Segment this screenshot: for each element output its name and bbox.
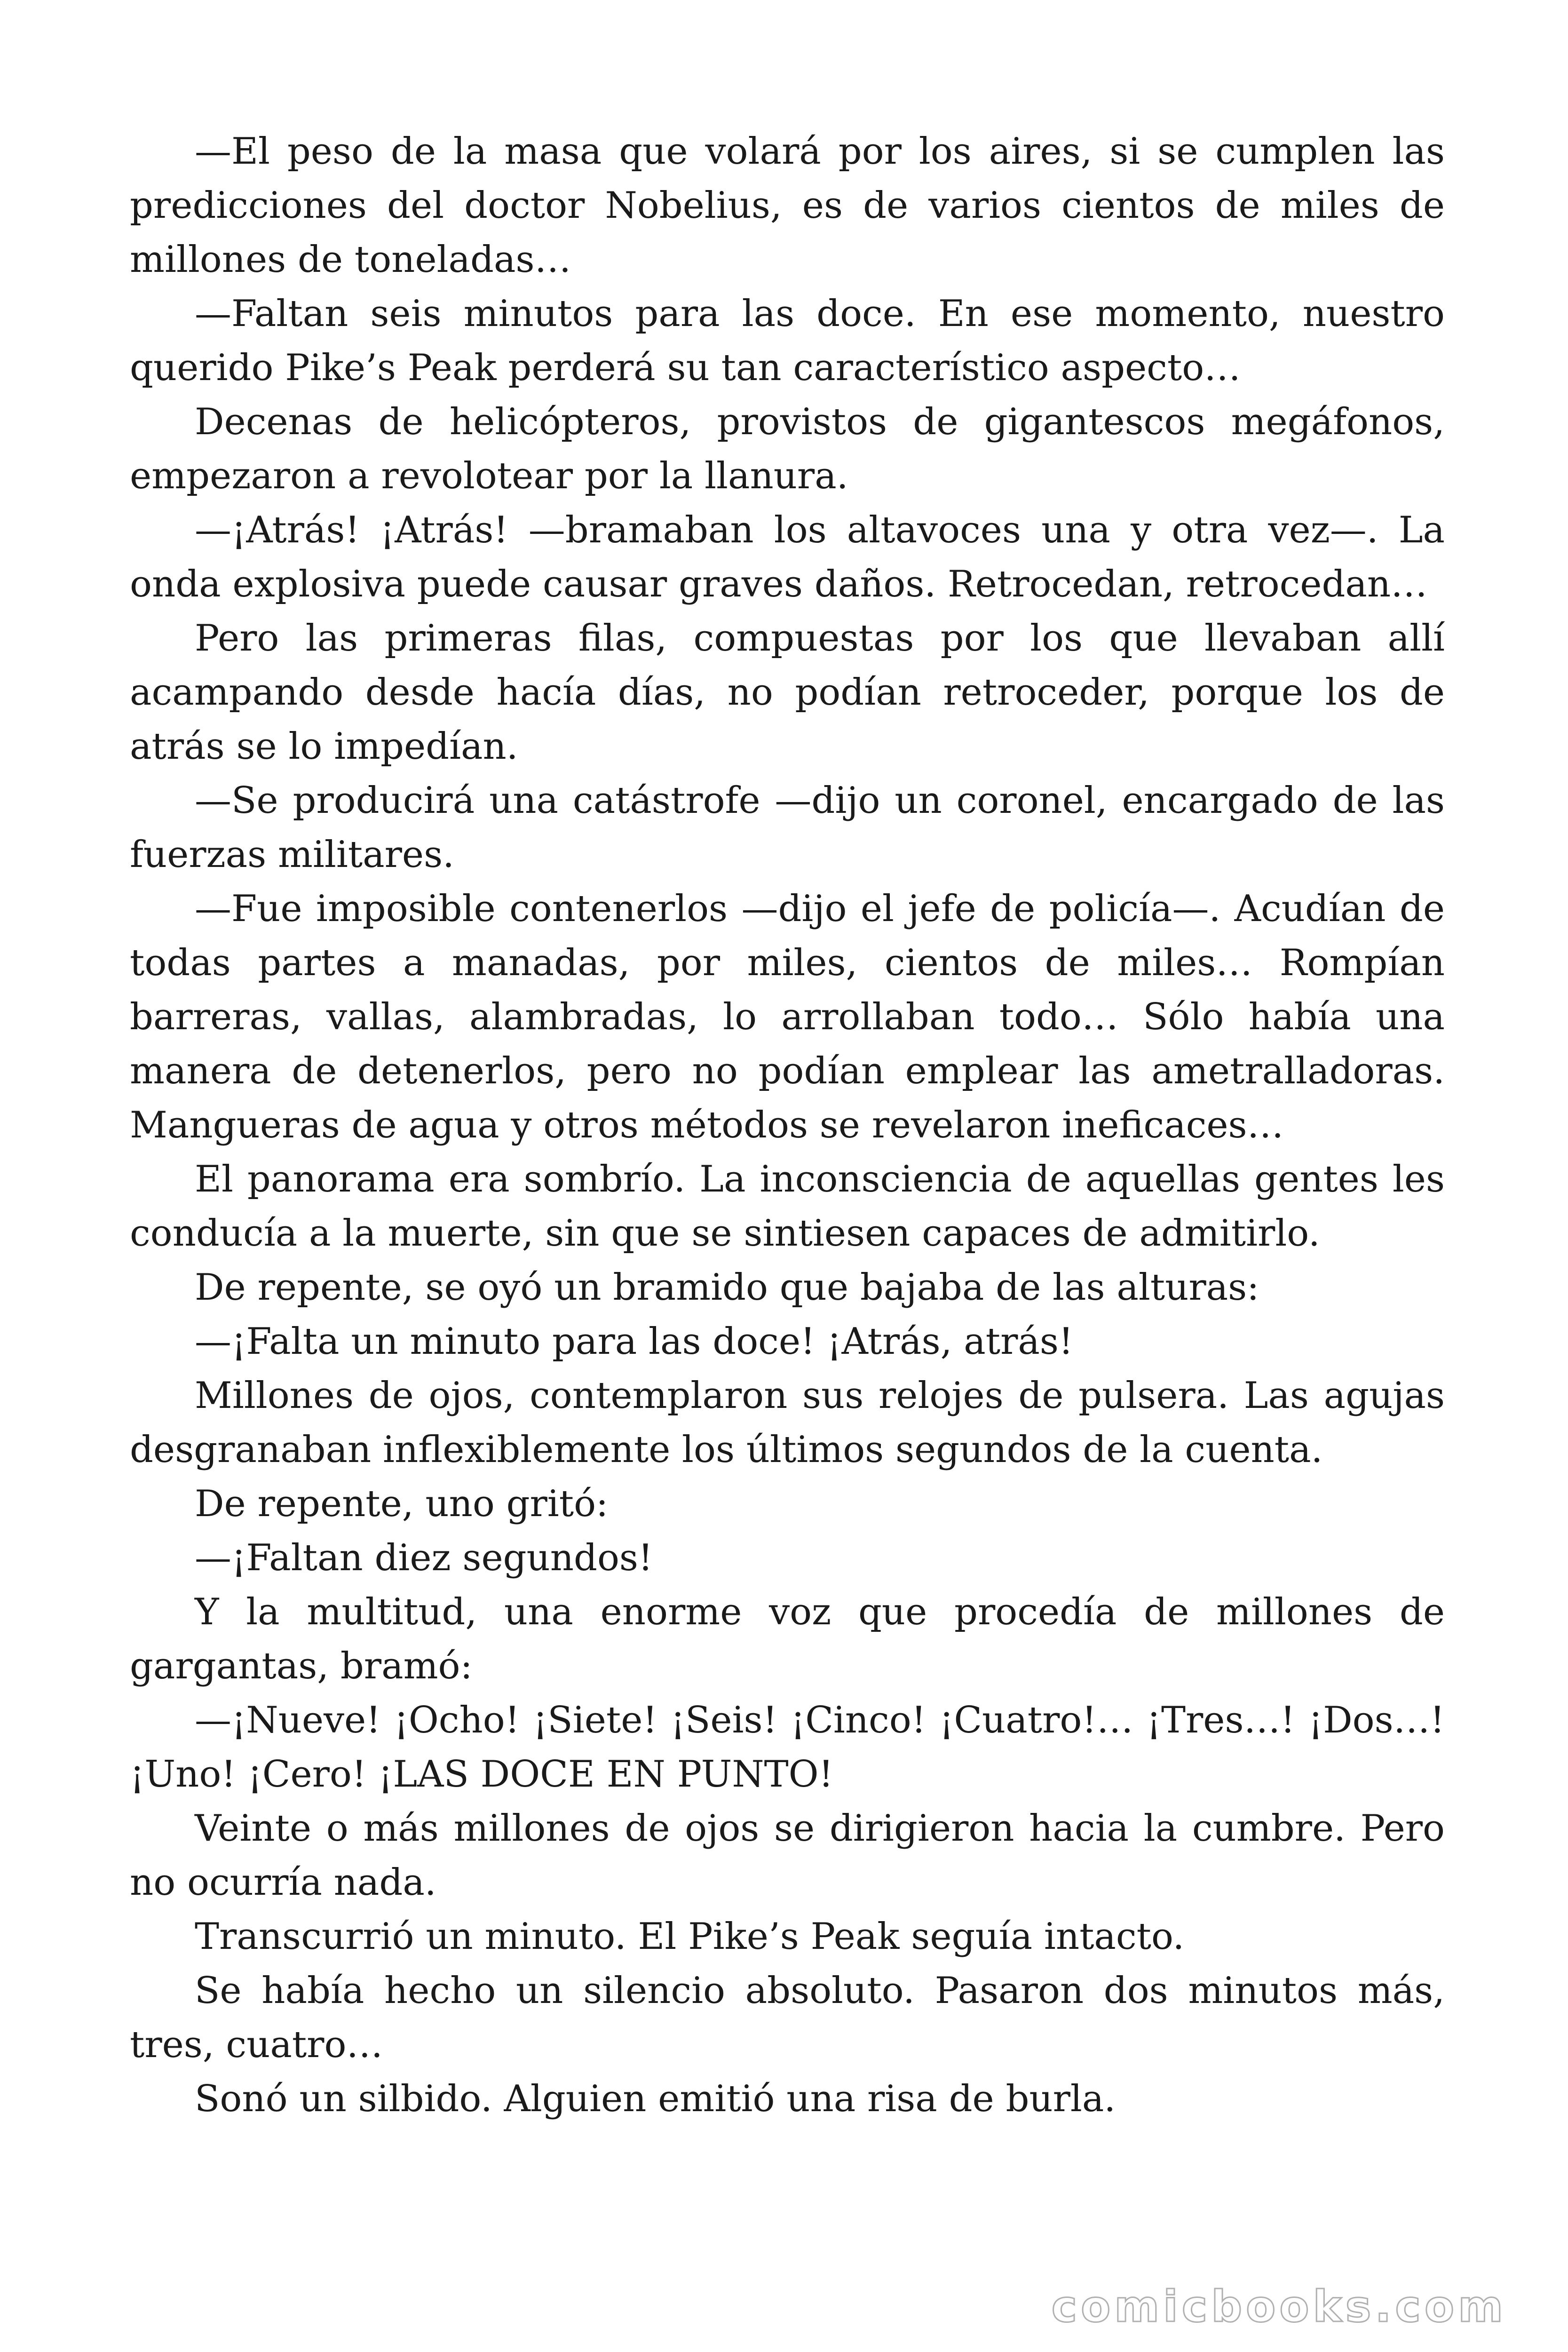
paragraph: Veinte o más millones de ojos se dirigieron hacia la cumbre. Pero no ocurría nada. <box>130 1807 1445 1904</box>
paragraph: —El peso de la masa que volará por los aires, si se cumplen las predicciones del doctor Nobelius, es de varios cientos de miles de millones de toneladas… <box>130 130 1445 281</box>
paragraph: Sonó un silbido. Alguien emitió una risa de burla. <box>195 2078 1116 2120</box>
paragraph: Millones de ojos, contemplaron sus relojes de pulsera. Las agujas desgranaban inflexiblemente los últimos segundos de la cuenta. <box>130 1375 1445 1471</box>
paragraph: —¡Falta un minuto para las doce! ¡Atrás, atrás! <box>195 1320 1074 1363</box>
paragraph: De repente, se oyó un bramido que bajaba de las alturas: <box>195 1266 1259 1309</box>
paragraph: Se había hecho un silencio absoluto. Pasaron dos minutos más, tres, cuatro… <box>130 1970 1445 2066</box>
paragraph: Y la multitud, una enorme voz que procedía de millones de gargantas, bramó: <box>130 1591 1445 1687</box>
paragraph: —Se producirá una catástrofe —dijo un coronel, encargado de las fuerzas militares. <box>130 779 1445 876</box>
paragraph: —Fue imposible contenerlos —dijo el jefe de policía—. Acudían de todas partes a manadas, por miles, cientos de miles… Rompían barreras, vallas, alambradas, lo arrollaban todo… Sólo había una manera de detenerlos, pero no podían emplear las ametralladoras. Mangueras de agua y otros métodos se revelaron ineficaces… <box>130 888 1445 1146</box>
paragraph: De repente, uno gritó: <box>195 1483 609 1525</box>
paragraph: —Faltan seis minutos para las doce. En ese momento, nuestro querido Pike’s Peak perderá su tan característico aspecto… <box>130 293 1445 389</box>
paragraph: —¡Atrás! ¡Atrás! —bramaban los altavoces una y otra vez—. La onda explosiva puede causar graves daños. Retrocedan, retrocedan… <box>130 509 1445 605</box>
paragraph: Pero las primeras filas, compuestas por los que llevaban allí acampando desde hacía días, no podían retroceder, porque los de atrás se lo impedían. <box>130 617 1445 768</box>
paragraph: —¡Faltan diez segundos! <box>195 1537 653 1579</box>
paragraph: Decenas de helicópteros, provistos de gigantescos megáfonos, empezaron a revolotear por la llanura. <box>130 401 1445 497</box>
paragraph: —¡Nueve! ¡Ocho! ¡Siete! ¡Seis! ¡Cinco! ¡Cuatro!… ¡Tres…! ¡Dos…! ¡Uno! ¡Cero! ¡LAS DOCE EN PUNTO! <box>130 1699 1445 1796</box>
paragraph: Transcurrió un minuto. El Pike’s Peak seguía intacto. <box>195 1915 1185 1958</box>
watermark-text: comicbooks.com <box>1051 2281 1507 2332</box>
paragraph: El panorama era sombrío. La inconsciencia de aquellas gentes les conducía a la muerte, sin que se sintiesen capaces de admitirlo. <box>130 1158 1445 1255</box>
body-text <box>130 125 1445 2126</box>
